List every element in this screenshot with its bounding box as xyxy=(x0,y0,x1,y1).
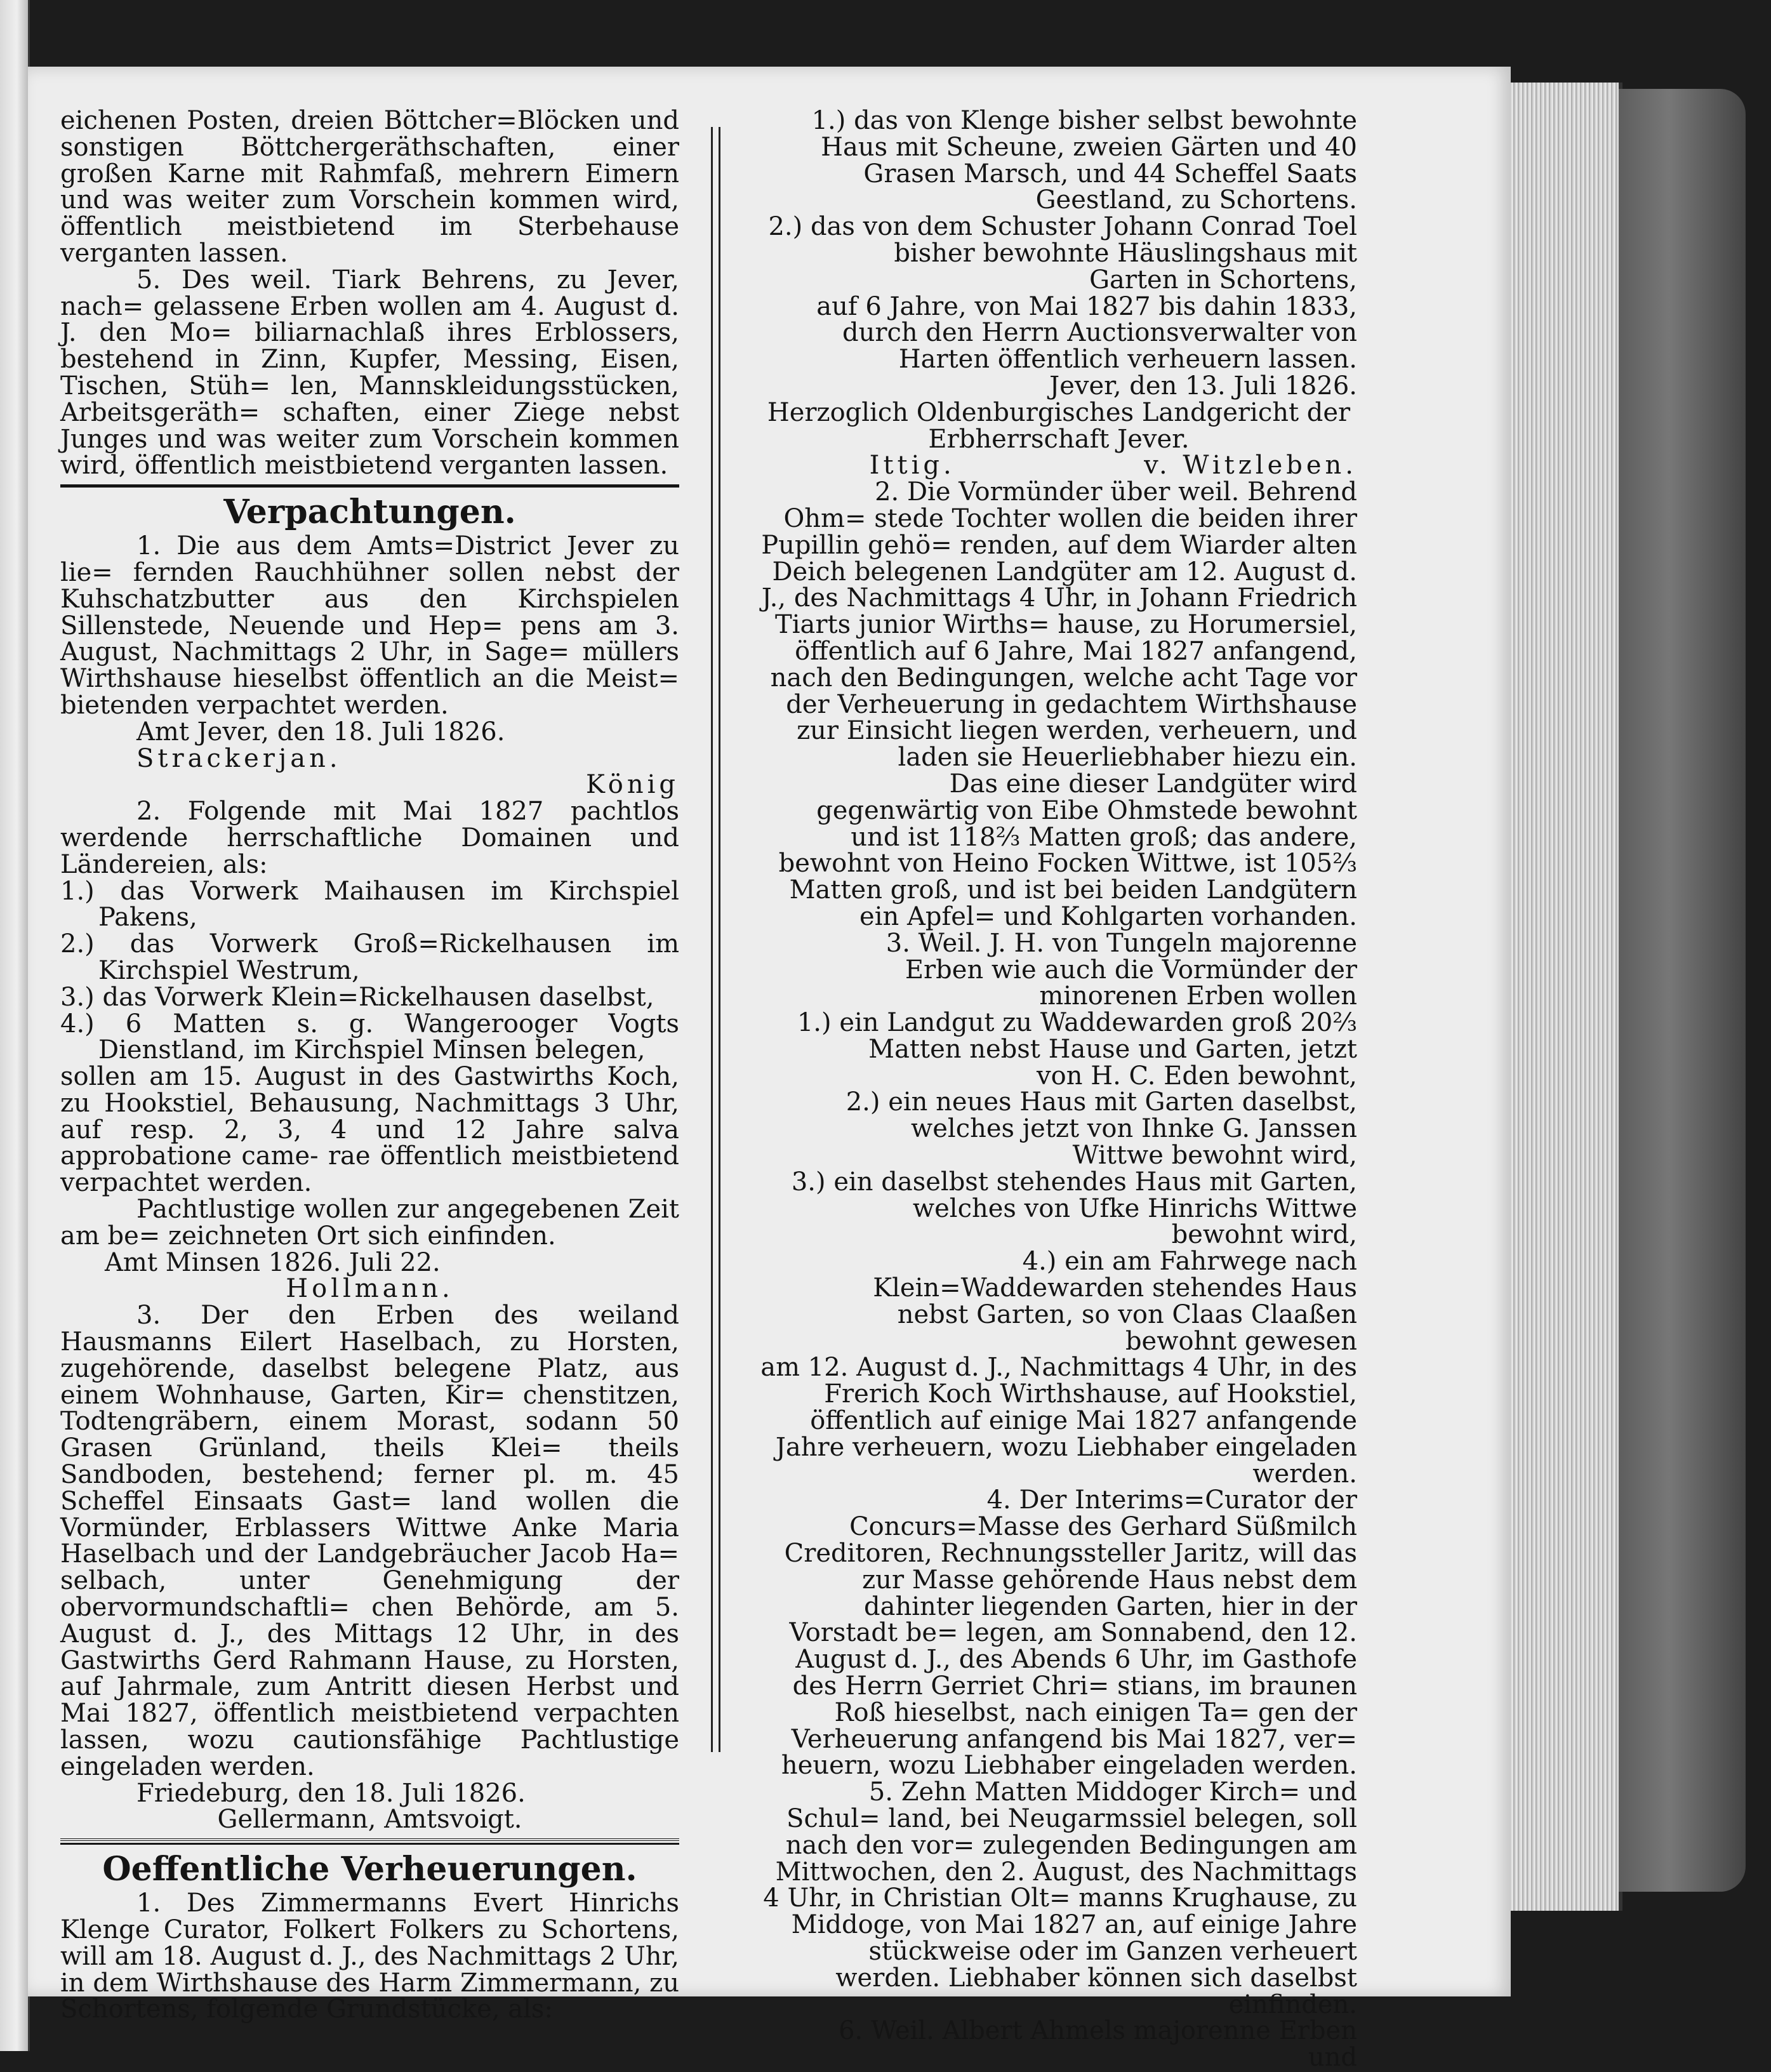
section-rule xyxy=(60,484,679,488)
paragraph: sollen am 15. August in des Gastwirths Koch, zu Hookstiel, Behausung, Nachmittags 3 Uhr, auf resp. 2, 3, 4 und 12 Jahre salva approbatione came- rae öffentlich meistbietend verpachtet werden. xyxy=(60,1062,679,1198)
list-item: 3.) das Vorwerk Klein=Rickelhausen daselbst, xyxy=(60,982,654,1012)
dateline: Amt Minsen 1826. Juli 22. xyxy=(105,1247,441,1277)
paragraph: Pachtlustige wollen zur angegebenen Zeit am be= zeichneten Ort sich einfinden. xyxy=(60,1195,679,1251)
signature: König xyxy=(585,770,679,800)
list-item: 4.) ein am Fahrwege nach Klein=Waddewarden stehendes Haus nebst Garten, so von Claas Claaßen bewohnt gewesen xyxy=(873,1247,1357,1356)
list-item: 1.) ein Landgut zu Waddewarden groß 20⅔ Matten nebst Hause und Garten, jetzt von H. C. Eden bewohnt, xyxy=(797,1008,1357,1091)
dateline: Friedeburg, den 18. Juli 1826. xyxy=(136,1778,526,1808)
dateline: Jever, den 13. Juli 1826. xyxy=(1049,371,1357,401)
paragraph: 5. Des weil. Tiark Behrens, zu Jever, nach= gelassene Erben wollen am 4. August d. J. den Mo= biliarnachlaß ihres Erblossers, bestehend in Zinn, Kupfer, Messing, Eisen, Tischen, Stüh= len, Mannskleidungsstücken, Arbeitsgeräth= schaften, einer Ziege nebst Junges und was weiter zum Vorschein kommen wird, öffentlich meistbietend verganten lassen. xyxy=(60,265,680,481)
signature: Gellermann, Amtsvoigt. xyxy=(217,1805,522,1835)
column-divider xyxy=(711,127,720,1752)
paragraph: 4. Der Interims=Curator der Concurs=Masse des Gerhard Süßmilch Creditoren, Rechnungssteller Jaritz, will das zur Masse gehörende Haus nebst dem dahinter liegenden Garten, hier in der Vorstadt be= legen, am Sonnabend, den 12. August d. J., des Abends 6 Uhr, im Gasthofe des Herrn Gerriet Chri= stians, im braunen Roß hieselbst, nach einigen Ta= gen der Verheuerung anfangend bis Mai 1827, ver= heuern, wozu Liebhaber eingeladen werden. xyxy=(781,1485,1357,1781)
page-edges xyxy=(1511,83,1622,1911)
left-column xyxy=(60,108,679,2023)
right-column xyxy=(760,108,1357,2071)
dateline: Amt Jever, den 18. Juli 1826. xyxy=(136,717,505,747)
paragraph: 1. Die aus dem Amts=District Jever zu lie= fernden Rauchhühner sollen nebst der Kuhschatzbutter aus den Kirchspielen Sillenstede, Neuende und Hep= pens am 3. August, Nachmittags 2 Uhr, in Sage= müllers Wirthshause hieselbst öffentlich an die Meist= bietenden verpachtet werden. xyxy=(60,531,680,720)
list-item: 1.) das Vorwerk Maihausen im Kirchspiel Pakens, xyxy=(60,876,679,933)
paragraph: 3. Weil. J. H. von Tungeln majorenne Erben wie auch die Vormünder der minorenen Erben wollen xyxy=(886,928,1357,1011)
list-item: 4.) 6 Matten s. g. Wangerooger Vogts Dienstland, im Kirchspiel Minsen belegen, xyxy=(60,1009,679,1065)
section-heading: Verpachtungen. xyxy=(223,493,516,532)
paragraph: auf 6 Jahre, von Mai 1827 bis dahin 1833, durch den Herrn Auctionsverwalter von Harten öffentlich verheuern lassen. xyxy=(816,291,1357,375)
signature: Ittig. v. Witzleben. xyxy=(869,451,1357,481)
section-heading: Oeffentliche Verheuerungen. xyxy=(102,1850,637,1889)
previous-page-edge xyxy=(0,0,30,2051)
authority: Herzoglich Oldenburgisches Landgericht der Erbherrschaft Jever. xyxy=(767,397,1351,454)
paragraph: 5. Zehn Matten Middoger Kirch= und Schul= land, bei Neugarmssiel belegen, soll nach den vor= zulegenden Bedingungen am Mittwochen, den 2. August, des Nachmittags 4 Uhr, in Christian Olt= manns Krughause, zu Middoge, von Mai 1827 an, auf einige Jahre stückweise oder im Ganzen verheuert werden. Liebhaber können sich daselbst einfinden. xyxy=(763,1777,1357,2019)
signature: Strackerjan. xyxy=(136,743,342,773)
paragraph: 2. Die Vormünder über weil. Behrend Ohm= stede Tochter wollen die beiden ihrer Pupillin gehö= renden, auf dem Wiarder alten Deich belegenen Landgüter am 12. August d. J., des Nachmittags 4 Uhr, in Johann Friedrich Tiarts junior Wirths= hause, zu Horumersiel, öffentlich auf 6 Jahre, Mai 1827 anfangend, nach den Bedingungen, welche acht Tage vor der Verheuerung in gedachtem Wirthshause zur Einsicht liegen werden, verheuern, und laden sie Heuerliebhaber hiezu ein. xyxy=(761,477,1357,773)
paragraph: 3. Der den Erben des weiland Hausmanns Eilert Haselbach, zu Horsten, zugehörende, daselbst belegene Platz, aus einem Wohnhause, Garten, Kir= chenstitzen, Todtengräbern, einem Morast, sodann 50 Grasen Grünland, theils Klei= theils Sandboden, bestehend; ferner pl. m. 45 Scheffel Einsaats Gast= land wollen die Vormünder, Erblassers Wittwe Anke Maria Haselbach und der Landgebräucher Jacob Ha= selbach, unter Genehmigung der obervormundschaftli= chen Behörde, am 5. August d. J., des Mittags 12 Uhr, in des Gastwirths Gerd Rahmann Hause, zu Horsten, auf Jahrmale, zum Antritt diesen Herbst und Mai 1827, öffentlich meistbietend verpachten lassen, wozu cautionsfähige Pachtlustige eingeladen werden. xyxy=(60,1301,680,1781)
list-item: 2.) ein neues Haus mit Garten daselbst, welches jetzt von Ihnke G. Janssen Wittwe bewohnt wird, xyxy=(846,1087,1357,1171)
paragraph: eichenen Posten, dreien Böttcher=Blöcken und sonstigen Böttchergeräthschaften, einer großen Karne mit Rahmfaß, mehrern Eimern und was weiter zum Vorschein kommen wird, öffentlich meistbietend im Sterbehause verganten lassen. xyxy=(60,106,679,268)
list-item: 2.) das von dem Schuster Johann Conrad Toel bisher bewohnte Häuslingshaus mit Garten in Schortens, xyxy=(768,212,1357,295)
list-item: 1.) das von Klenge bisher selbst bewohnte Haus mit Scheune, zweien Gärten und 40 Grasen Marsch, und 44 Scheffel Saats Geestland, zu Schortens. xyxy=(811,106,1357,215)
paragraph: 1. Des Zimmermanns Evert Hinrichs Klenge Curator, Folkert Folkers zu Schortens, will am 18. August d. J., des Nachmittags 2 Uhr, in dem Wirthshause des Harm Zimmermann, zu Schortens, folgende Grundstücke, als: xyxy=(60,1889,680,2024)
paragraph: 2. Folgende mit Mai 1827 pachtlos werdende herrschaftliche Domainen und Ländereien, als: xyxy=(60,797,680,879)
signature: Hollmann. xyxy=(286,1274,454,1304)
list-item: 3.) ein daselbst stehendes Haus mit Garten, welches von Ufke Hinrichs Wittwe bewohnt wird, xyxy=(791,1167,1357,1250)
book-cover xyxy=(1619,89,1746,1892)
list-item: 2.) das Vorwerk Groß=Rickelhausen im Kirchspiel Westrum, xyxy=(60,929,679,985)
paragraph: am 12. August d. J., Nachmittags 4 Uhr, in des Frerich Koch Wirthshause, auf Hookstiel, öffentlich auf einige Mai 1827 anfangende Jahre verheuern, wozu Liebhaber eingeladen werden. xyxy=(760,1353,1357,1489)
section-rule xyxy=(60,1838,679,1845)
paragraph: Das eine dieser Landgüter wird gegenwärtig von Eibe Ohmstede bewohnt und ist 118⅔ Matten groß; das andere, bewohnt von Heino Focken Wittwe, ist 105⅔ Matten groß, und ist bei beiden Landgütern ein Apfel= und Kohlgarten vorhanden. xyxy=(778,769,1357,931)
paragraph: 6. Weil. Albert Ahmels majorenne Erben und xyxy=(839,2016,1357,2072)
